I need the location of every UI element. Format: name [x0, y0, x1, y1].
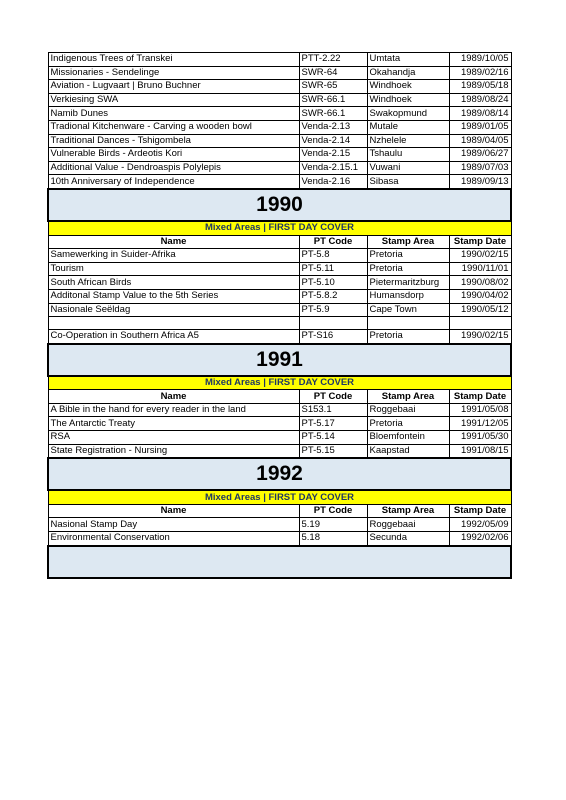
section-1990: [48, 189, 511, 249]
stamp-name: RSA: [48, 431, 299, 445]
stamp-name: Traditional Dances - Tshigombela: [48, 134, 299, 148]
table-row: [48, 134, 511, 148]
mixed-areas-label: Mixed Areas | FIRST DAY COVER: [48, 376, 511, 390]
stamp-area: Pretoria: [367, 417, 449, 431]
section-1992: [48, 458, 511, 518]
pt-code: PT-5.14: [299, 431, 367, 445]
stamp-date: 1990/08/02: [449, 276, 511, 290]
footer-band: [48, 546, 511, 578]
stamp-area: Kaapstad: [367, 444, 449, 458]
stamp-area: Roggebaai: [367, 518, 449, 532]
stamp-name: Nasional Stamp Day: [48, 518, 299, 532]
pt-code: Venda-2.15.1: [299, 161, 367, 175]
stamp-name: Additonal Stamp Value to the 5th Series: [48, 289, 299, 303]
header-name: Name: [48, 390, 299, 404]
pt-code: PT-5.8.2: [299, 289, 367, 303]
header-name: Name: [48, 504, 299, 518]
pt-code: Venda-2.15: [299, 148, 367, 162]
header-code: PT Code: [299, 390, 367, 404]
stamp-date: 1989/05/18: [449, 80, 511, 94]
rows-1989: [48, 53, 511, 189]
table-row: [48, 175, 511, 189]
stamp-name: Indigenous Trees of Transkei: [48, 53, 299, 67]
stamp-area: Nzhelele: [367, 134, 449, 148]
table-row: [48, 53, 511, 67]
stamp-date: 1990/05/12: [449, 303, 511, 317]
year-banner-1991: [48, 344, 511, 376]
stamp-name: Co-Operation in Southern Africa A5: [48, 330, 299, 344]
year-banner-1992: [48, 458, 511, 490]
table-row: [48, 80, 511, 94]
table-row: [48, 417, 511, 431]
stamp-area: Windhoek: [367, 93, 449, 107]
stamp-date: 1991/12/05: [449, 417, 511, 431]
table-row: [48, 249, 511, 263]
pt-code: 5.19: [299, 518, 367, 532]
stamp-date: 1992/02/06: [449, 532, 511, 546]
table-row: [48, 403, 511, 417]
table-row: [48, 262, 511, 276]
rows-1991: [48, 403, 511, 458]
pt-code: PTT-2.22: [299, 53, 367, 67]
mixed-areas-label: Mixed Areas | FIRST DAY COVER: [48, 490, 511, 504]
table-row: [48, 518, 511, 532]
header-area: Stamp Area: [367, 504, 449, 518]
mixed-areas-label: Mixed Areas | FIRST DAY COVER: [48, 221, 511, 235]
stamp-date: 1992/05/09: [449, 518, 511, 532]
year-heading: 1991: [256, 347, 303, 371]
stamp-area: Umtata: [367, 53, 449, 67]
stamp-date: 1989/07/03: [449, 161, 511, 175]
stamp-area: Pietermaritzburg: [367, 276, 449, 290]
stamp-date: 1990/11/01: [449, 262, 511, 276]
stamp-date: 1989/08/14: [449, 107, 511, 121]
stamp-area: Pretoria: [367, 330, 449, 344]
stamp-date: 1991/05/08: [449, 403, 511, 417]
stamp-name: A Bible in the hand for every reader in the land: [48, 403, 299, 417]
stamp-date: 1990/04/02: [449, 289, 511, 303]
stamp-name: Vulnerable Birds - Ardeotis Kori: [48, 148, 299, 162]
pt-code: PT-5.11: [299, 262, 367, 276]
column-header-row: [48, 504, 511, 518]
stamp-name: State Registration - Nursing: [48, 444, 299, 458]
year-heading: 1990: [256, 192, 303, 216]
pt-code: 5.18: [299, 532, 367, 546]
stamp-area: Roggebaai: [367, 403, 449, 417]
stamp-date: 1989/10/05: [449, 53, 511, 67]
stamp-area: Vuwani: [367, 161, 449, 175]
rows-1990: [48, 249, 511, 317]
stamp-date: 1989/06/27: [449, 148, 511, 162]
section-1990-extra: [48, 317, 511, 344]
stamp-area: Secunda: [367, 532, 449, 546]
pt-code: PT-S16: [299, 330, 367, 344]
header-area: Stamp Area: [367, 390, 449, 404]
header-date: Stamp Date: [449, 390, 511, 404]
stamp-date: 1989/08/24: [449, 93, 511, 107]
stamp-name: The Antarctic Treaty: [48, 417, 299, 431]
stamp-date: 1989/09/13: [449, 175, 511, 189]
table-row: [48, 330, 511, 344]
stamp-area: Swakopmund: [367, 107, 449, 121]
stamp-name: Nasionale Seëldag: [48, 303, 299, 317]
pt-code: SWR-66.1: [299, 107, 367, 121]
header-name: Name: [48, 235, 299, 249]
blank-row: [48, 317, 511, 330]
table-row: [48, 161, 511, 175]
stamp-name: Tourism: [48, 262, 299, 276]
stamp-register-sheet: [47, 52, 510, 579]
pt-code: SWR-66.1: [299, 93, 367, 107]
stamp-name: Samewerking in Suider-Afrika: [48, 249, 299, 263]
stamp-name: Additional Value - Dendroaspis Polylepis: [48, 161, 299, 175]
table-row: [48, 303, 511, 317]
pt-code: SWR-65: [299, 80, 367, 94]
stamp-name: Environmental Conservation: [48, 532, 299, 546]
pt-code: S153.1: [299, 403, 367, 417]
stamp-area: Pretoria: [367, 249, 449, 263]
stamp-name: South African Birds: [48, 276, 299, 290]
stamp-area: Bloemfontein: [367, 431, 449, 445]
table-row: [48, 276, 511, 290]
stamp-date: 1991/05/30: [449, 431, 511, 445]
stamp-date: 1991/08/15: [449, 444, 511, 458]
stamp-area: Windhoek: [367, 80, 449, 94]
stamp-table: [47, 52, 512, 579]
header-code: PT Code: [299, 504, 367, 518]
pt-code: Venda-2.13: [299, 120, 367, 134]
stamp-area: Mutale: [367, 120, 449, 134]
stamp-name: 10th Anniversary of Independence: [48, 175, 299, 189]
stamp-date: 1990/02/15: [449, 330, 511, 344]
pt-code: Venda-2.16: [299, 175, 367, 189]
column-header-row: [48, 235, 511, 249]
stamp-area: Tshaulu: [367, 148, 449, 162]
stamp-area: Pretoria: [367, 262, 449, 276]
table-row: [48, 148, 511, 162]
stamp-date: 1989/01/05: [449, 120, 511, 134]
stamp-area: Okahandja: [367, 66, 449, 80]
stamp-date: 1989/02/16: [449, 66, 511, 80]
stamp-date: 1989/04/05: [449, 134, 511, 148]
section-1991: [48, 344, 511, 404]
header-code: PT Code: [299, 235, 367, 249]
table-row: [48, 66, 511, 80]
pt-code: PT-5.8: [299, 249, 367, 263]
pt-code: PT-5.9: [299, 303, 367, 317]
stamp-name: Tradional Kitchenware - Carving a wooden bowl: [48, 120, 299, 134]
pt-code: PT-5.10: [299, 276, 367, 290]
pt-code: PT-5.15: [299, 444, 367, 458]
pt-code: PT-5.17: [299, 417, 367, 431]
column-header-row: [48, 390, 511, 404]
table-row: [48, 107, 511, 121]
table-row: [48, 444, 511, 458]
pt-code: Venda-2.14: [299, 134, 367, 148]
stamp-name: Namib Dunes: [48, 107, 299, 121]
table-row: [48, 431, 511, 445]
table-row: [48, 93, 511, 107]
year-heading: 1992: [256, 462, 303, 486]
stamp-name: Missionaries - Sendelinge: [48, 66, 299, 80]
table-row: [48, 532, 511, 546]
stamp-name: Verkiesing SWA: [48, 93, 299, 107]
stamp-area: Sibasa: [367, 175, 449, 189]
stamp-area: Cape Town: [367, 303, 449, 317]
header-area: Stamp Area: [367, 235, 449, 249]
year-banner-1990: [48, 189, 511, 221]
header-date: Stamp Date: [449, 235, 511, 249]
stamp-name: Aviation - Lugvaart | Bruno Buchner: [48, 80, 299, 94]
table-row: [48, 120, 511, 134]
stamp-date: 1990/02/15: [449, 249, 511, 263]
header-date: Stamp Date: [449, 504, 511, 518]
rows-1992: [48, 518, 511, 546]
pt-code: SWR-64: [299, 66, 367, 80]
table-row: [48, 289, 511, 303]
stamp-area: Humansdorp: [367, 289, 449, 303]
